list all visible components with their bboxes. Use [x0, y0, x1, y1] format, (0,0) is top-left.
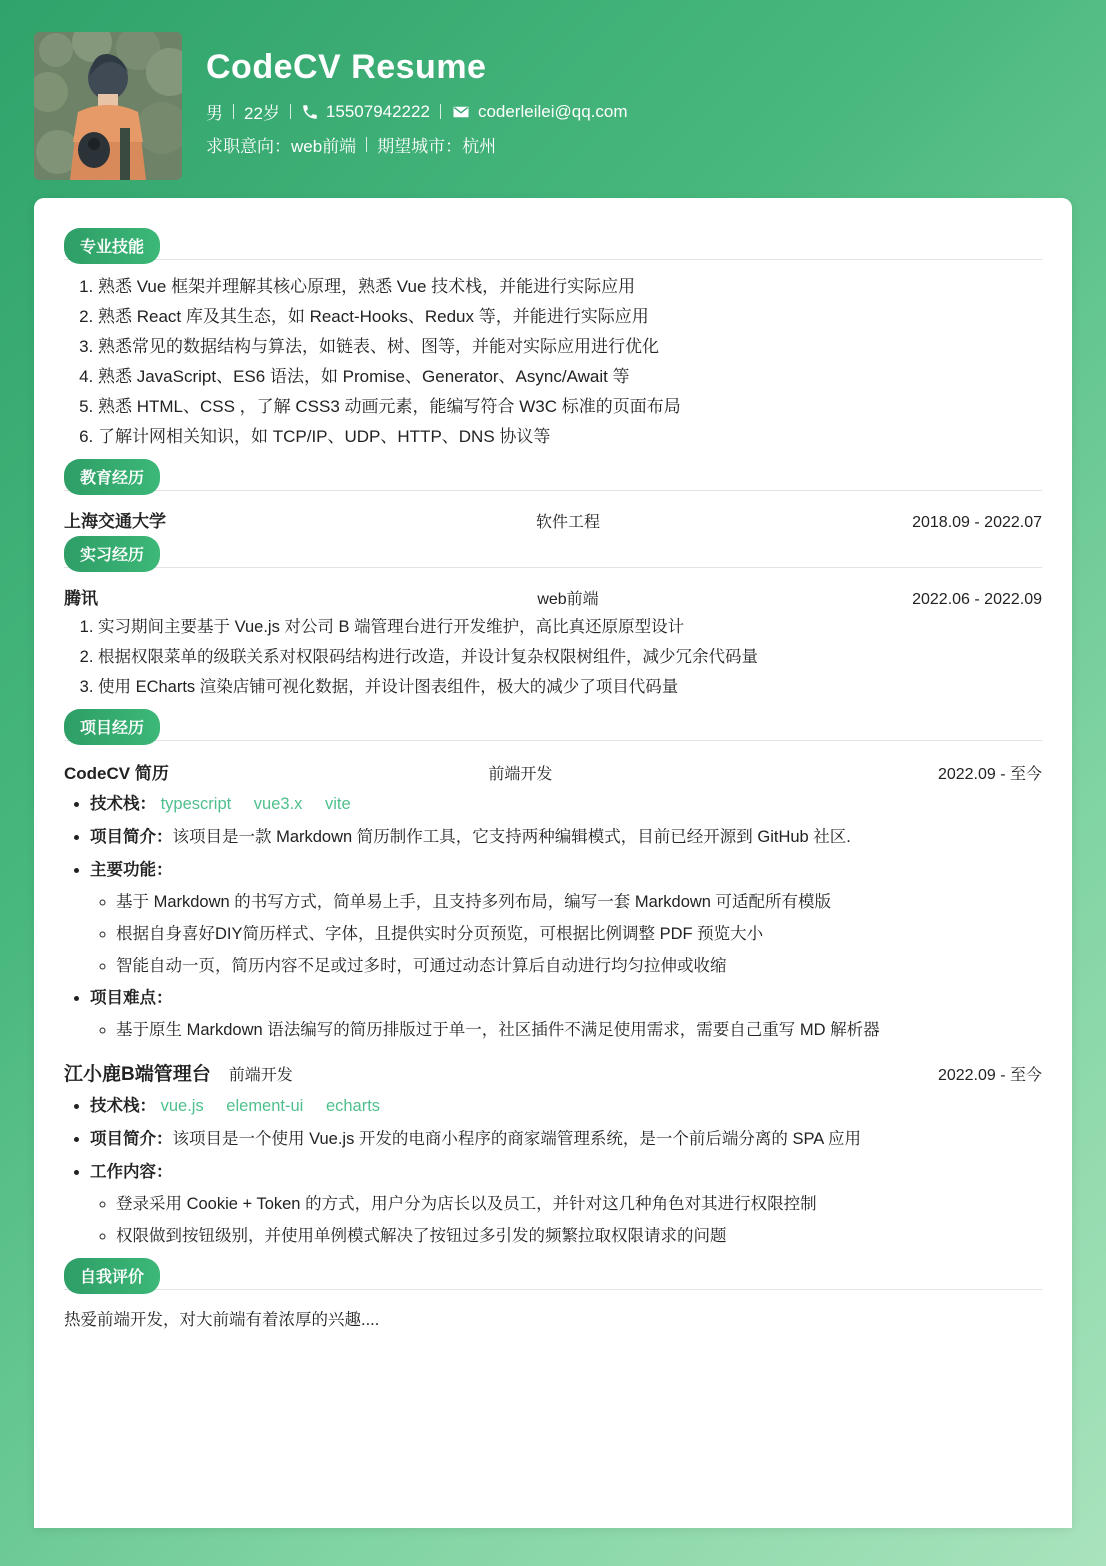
- stack-tag: vite: [325, 794, 351, 813]
- section-tag-skills: 专业技能: [64, 228, 160, 264]
- education-entry: [64, 507, 1042, 532]
- skills-list: [64, 276, 1042, 449]
- phone-value: 15507942222: [325, 101, 430, 121]
- difficulty-list: [90, 1019, 1042, 1043]
- list-item: 1. 实习期间主要基于 Vue.js 对公司 B 端管理台进行开发维护，高比真还原原型设计: [98, 616, 1042, 639]
- project-name: 江小鹿B端管理台: [64, 1064, 211, 1086]
- feature-list: [90, 891, 1042, 979]
- resume-header: [34, 28, 1072, 198]
- intro-text: 该项目是一个使用 Vue.js 开发的电商小程序的商家端管理系统，是一个前后端分离的 SPA 应用: [172, 1130, 861, 1149]
- list-item: 6. 了解计网相关知识，如 TCP/IP、UDP、HTTP、DNS 协议等: [98, 426, 1042, 449]
- stack-label: 技术栈：: [90, 794, 156, 813]
- stack-tag: typescript: [160, 794, 232, 813]
- project-role: 前端开发: [228, 1067, 293, 1085]
- list-item: 3. 使用 ECharts 渲染店铺可视化数据，并设计图表组件，极大的减少了项目代码量: [98, 676, 1042, 699]
- contact-line: [206, 99, 627, 124]
- meta-divider: [290, 104, 291, 119]
- stack-tag: vue3.x: [253, 794, 303, 813]
- stack-label: 技术栈：: [90, 1097, 156, 1116]
- project-stack-row: [90, 1095, 1042, 1119]
- list-item: ◦ 登录采用 Cookie + Token 的方式，用户分为店长以及员工，并针对这几种角色对其进行权限控制: [116, 1193, 1042, 1217]
- phone-icon: [301, 103, 319, 121]
- header-text-block: [204, 32, 627, 165]
- project-work-row: [90, 1161, 1042, 1249]
- list-item: 2. 根据权限菜单的级联关系对权限码结构进行改造，并设计复杂权限树组件，减少冗余代码量: [98, 646, 1042, 669]
- list-item: 4. 熟悉 JavaScript、ES6 语法，如 Promise、Generator、Async/Await 等: [98, 366, 1042, 389]
- difficulty-label: 项目难点：: [90, 989, 173, 1008]
- section-header-self-evaluation: [64, 1258, 1042, 1292]
- intro-text: 该项目是一款 Markdown 简历制作工具，它支持两种编辑模式，目前已经开源到 GitHub 社区.: [172, 827, 851, 846]
- intro-label: 项目简介：: [90, 827, 173, 846]
- project-date: 2022.09 - 至今: [937, 765, 1042, 783]
- section-header-projects: [64, 709, 1042, 743]
- project-header-2: [64, 1059, 1042, 1086]
- project-stack-row: [90, 793, 1042, 817]
- list-item: ◦ 基于 Markdown 的书写方式，简单易上手，且支持多列布局，编写一套 Markdown 可适配所有模版: [116, 891, 1042, 915]
- section-divider: [64, 259, 1042, 260]
- internship-date: 2022.06 - 2022.09: [912, 590, 1042, 608]
- avatar-image: [34, 32, 182, 180]
- company-name: 腾讯: [64, 588, 98, 608]
- list-item: 2. 熟悉 React 库及其生态，如 React-Hooks、Redux 等，并能进行实际应用: [98, 306, 1042, 329]
- internship-role: web前端: [537, 590, 599, 608]
- phone-item: [301, 102, 430, 122]
- meta-divider: [366, 137, 367, 152]
- section-header-education: [64, 459, 1042, 493]
- self-evaluation-text: 热爱前端开发，对大前端有着浓厚的兴趣....: [64, 1310, 380, 1329]
- project-feature-row: [90, 859, 1042, 979]
- stack-tag: echarts: [325, 1097, 381, 1116]
- internship-entry: [64, 584, 1042, 609]
- list-item: ◦ 权限做到按钮级别，并使用单例模式解决了按钮过多引发的频繁拉取权限请求的问题: [116, 1225, 1042, 1249]
- school-name: 上海交通大学: [64, 511, 166, 531]
- list-item: 3. 熟悉常见的数据结构与算法，如链表、树、图等，并能对实际应用进行优化: [98, 336, 1042, 359]
- email-icon: [451, 103, 471, 121]
- project-header-1: [64, 759, 1042, 784]
- email-item: [451, 102, 628, 122]
- work-list: [90, 1193, 1042, 1249]
- section-tag-internship: 实习经历: [64, 536, 160, 572]
- section-header-internship: [64, 536, 1042, 570]
- project-name: CodeCV 简历: [64, 763, 169, 783]
- section-divider: [64, 1289, 1042, 1290]
- section-tag-education: 教育经历: [64, 459, 160, 495]
- stack-tag: element-ui: [226, 1097, 304, 1116]
- expect-city-label: 期望城市：: [377, 137, 463, 156]
- section-tag-projects: 项目经历: [64, 709, 160, 745]
- avatar: [34, 32, 182, 180]
- work-label: 工作内容：: [90, 1163, 173, 1182]
- project-role: 前端开发: [488, 765, 553, 783]
- list-item: 1. 熟悉 Vue 框架并理解其核心原理，熟悉 Vue 技术栈，并能进行实际应用: [98, 276, 1042, 299]
- intro-label: 项目简介：: [90, 1130, 173, 1149]
- internship-duty-list: [64, 616, 1042, 699]
- project-difficulty-row: [90, 987, 1042, 1043]
- project-details-2: [64, 1095, 1042, 1249]
- resume-card: [34, 198, 1072, 1528]
- expect-city: [377, 132, 496, 157]
- gender-value: 男: [206, 104, 223, 123]
- stack-tags: [161, 1097, 398, 1115]
- section-header-skills: [64, 228, 1042, 262]
- list-item: ◦ 基于原生 Markdown 语法编写的简历排版过于单一，社区插件不满足使用需求，需要自己重写 MD 解析器: [116, 1019, 1042, 1043]
- list-item: ◦ 根据自身喜好DIY简历样式、字体，且提供实时分页预览，可根据比例调整 PDF 预览大小: [116, 923, 1042, 947]
- expect-city-value: 杭州: [462, 137, 497, 156]
- age-value: 22岁: [244, 104, 280, 123]
- job-intent-label: 求职意向：: [206, 137, 291, 156]
- email-value: coderleilei@qq.com: [477, 101, 628, 121]
- project-date: 2022.09 - 至今: [937, 1067, 1042, 1085]
- intent-line: [206, 132, 627, 157]
- meta-divider: [440, 104, 441, 119]
- job-intent: [206, 132, 356, 157]
- stack-tag: vue.js: [160, 1097, 204, 1116]
- section-tag-self-evaluation: 自我评价: [64, 1258, 160, 1294]
- major-name: 软件工程: [535, 513, 600, 531]
- project-intro-row: [90, 1128, 1042, 1152]
- list-item: 5. 熟悉 HTML、CSS ，了解 CSS3 动画元素，能编写符合 W3C 标准的页面布局: [98, 396, 1042, 419]
- feature-label: 主要功能：: [90, 860, 173, 879]
- stack-tags: [161, 795, 369, 813]
- section-divider: [64, 740, 1042, 741]
- project-intro-row: [90, 826, 1042, 850]
- education-date: 2018.09 - 2022.07: [912, 513, 1042, 531]
- project-details-1: [64, 793, 1042, 1043]
- section-divider: [64, 567, 1042, 568]
- list-item: ◦ 智能自动一页，简历内容不足或过多时，可通过动态计算后自动进行均匀拉伸或收缩: [116, 955, 1042, 979]
- job-intent-value: web前端: [291, 137, 357, 156]
- page-title: CodeCV Resume: [206, 48, 487, 86]
- section-divider: [64, 490, 1042, 491]
- meta-divider: [233, 104, 234, 119]
